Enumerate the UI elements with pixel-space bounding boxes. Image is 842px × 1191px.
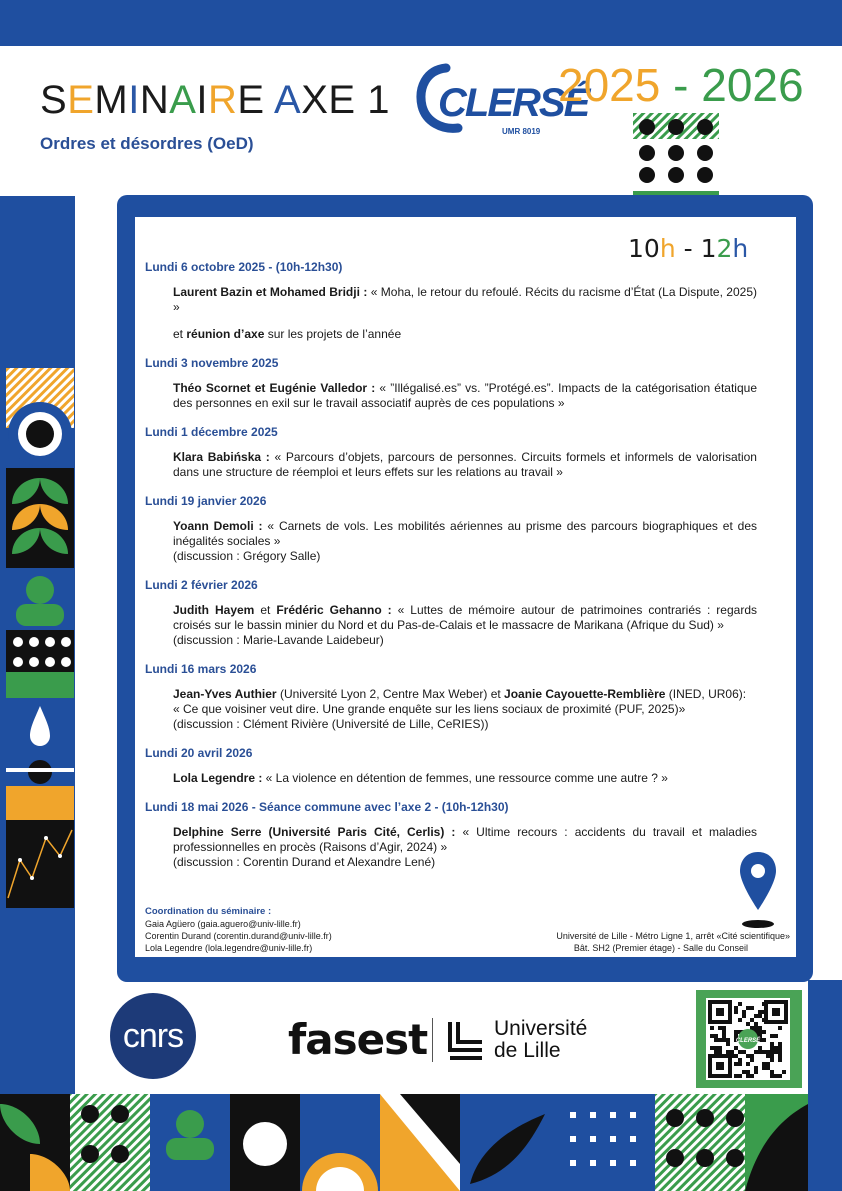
hours-start: 10h bbox=[628, 234, 676, 263]
title-letter: E bbox=[328, 78, 356, 122]
event-body bbox=[145, 771, 757, 786]
event-title: « La violence en détention de femmes, une ressource comme une autre ? » bbox=[262, 771, 668, 785]
event-and: et bbox=[254, 603, 277, 617]
event-body bbox=[145, 285, 757, 315]
event-extra-bold: réunion d’axe bbox=[186, 327, 265, 341]
title-letter: E bbox=[237, 78, 265, 122]
hours-end: 12h bbox=[700, 234, 749, 263]
title-letter: R bbox=[208, 78, 238, 122]
event-title: « Parcours d’objets, parcours de personnes. Circuits formels et informels de valorisation dans une structure de réemploi et leurs effets sur les relations au travail » bbox=[173, 450, 757, 479]
events-list bbox=[145, 260, 757, 884]
event-speaker-1: Jean-Yves Authier bbox=[173, 687, 277, 701]
event-title: « Ultime recours : accidents du travail et maladies professionnelles en procès (Raisons d’Agir, 2024) » bbox=[173, 825, 757, 854]
event-extra-rest: sur les projets de l’année bbox=[264, 327, 402, 341]
coordinator-line: Gaia Agüero (gaia.aguero@univ-lille.fr) bbox=[145, 919, 301, 929]
event-title: « Ce que voisiner veut dire. Une grande enquête sur les liens sociaux de proximité (PUF, 2025)» bbox=[173, 702, 686, 716]
address-block bbox=[440, 930, 790, 954]
event-item bbox=[145, 800, 757, 870]
event-speakers: Yoann Demoli : bbox=[173, 519, 263, 533]
fasest-logo: fasest bbox=[288, 1015, 428, 1064]
event-speaker-2: Frédéric Gehanno : bbox=[276, 603, 392, 617]
title-letter: I bbox=[196, 78, 209, 122]
year-start: 2025 bbox=[558, 59, 661, 111]
coordinator-line: Lola Legendre (lola.legendre@univ-lille.fr) bbox=[145, 943, 313, 953]
event-item bbox=[145, 746, 757, 786]
event-speakers: Lola Legendre : bbox=[173, 771, 263, 785]
title-letter bbox=[356, 78, 368, 122]
universite-de-lille-logo bbox=[446, 1018, 606, 1064]
location-pin-icon bbox=[738, 850, 778, 930]
address-line-2: Bât. SH2 (Premier étage) - Salle du Conseil bbox=[573, 943, 748, 953]
event-speakers: Théo Scornet et Eugénie Valledor : bbox=[173, 381, 376, 395]
title-letter: S bbox=[40, 78, 68, 122]
event-title: « Moha, le retour du refoulé. Récits du racisme d’État (La Dispute, 2025) » bbox=[173, 285, 757, 314]
event-body bbox=[145, 603, 757, 648]
clerse-logo-text: CLERSÉ bbox=[438, 81, 589, 125]
event-body bbox=[145, 450, 757, 480]
event-discussion: (discussion : Clément Rivière (Université de Lille, CeRIES)) bbox=[173, 717, 489, 731]
event-speakers: Laurent Bazin et Mohamed Bridji : bbox=[173, 285, 368, 299]
session-hours bbox=[628, 234, 748, 263]
title-letter: A bbox=[169, 78, 197, 122]
lille-logo-line-2: de Lille bbox=[494, 1039, 561, 1062]
event-item bbox=[145, 662, 757, 732]
hours-separator: - bbox=[675, 234, 701, 263]
top-blue-band bbox=[0, 0, 842, 46]
event-extra-text: et bbox=[173, 327, 187, 341]
title-letter: E bbox=[67, 78, 95, 122]
title-letter: M bbox=[94, 78, 129, 122]
coordination-heading: Coordination du séminaire : bbox=[145, 906, 272, 917]
event-extra bbox=[145, 327, 757, 342]
academic-years bbox=[558, 58, 804, 112]
coordinator-line: Corentin Durand (corentin.durand@univ-lille.fr) bbox=[145, 931, 332, 941]
event-title: « Luttes de mémoire autour de patrimoines contrariés : regards croisés sur le bassin minier du Nord et du Pas-de-Calais et le massacre de Marikana (Afrique du Sud) » bbox=[173, 603, 757, 632]
event-date: Lundi 19 janvier 2026 bbox=[145, 494, 267, 508]
lille-logo-line-1: Université bbox=[494, 1017, 588, 1040]
event-date: Lundi 6 octobre 2025 - (10h-12h30) bbox=[145, 260, 343, 274]
year-end: 2026 bbox=[701, 59, 804, 111]
event-speakers: Delphine Serre (Université Paris Cité, Cerlis) : bbox=[173, 825, 456, 839]
event-discussion: (discussion : Marie-Lavande Laidebeur) bbox=[173, 633, 384, 647]
title-letter: I bbox=[128, 78, 140, 122]
page-title bbox=[40, 78, 390, 123]
event-title: « Carnets de vols. Les mobilités aériennes au prisme des parcours biographiques et des inégalités sociales » bbox=[173, 519, 757, 548]
event-speakers: Klara Babińska : bbox=[173, 450, 270, 464]
event-body bbox=[145, 519, 757, 564]
event-body bbox=[145, 687, 757, 732]
event-date: Lundi 1 décembre 2025 bbox=[145, 425, 278, 439]
title-letter: 1 bbox=[367, 78, 390, 122]
event-title: « ”Illégalisé.es” vs. ”Protégé.es”. Impacts de la catégorisation étatique des personnes en exil sur le travail associatif auprès de ces populations » bbox=[173, 381, 757, 410]
event-item bbox=[145, 578, 757, 648]
qr-code[interactable] bbox=[696, 990, 802, 1088]
pattern-decoration-bottom bbox=[0, 1094, 842, 1191]
year-separator: - bbox=[660, 59, 702, 111]
page-subtitle: Ordres et désordres (OeD) bbox=[40, 134, 254, 153]
event-discussion: (discussion : Grégory Salle) bbox=[173, 549, 321, 563]
event-discussion: (discussion : Corentin Durand et Alexandre Lené) bbox=[173, 855, 436, 869]
title-letter: X bbox=[301, 78, 329, 122]
cnrs-logo: cnrs bbox=[110, 993, 196, 1079]
event-item bbox=[145, 494, 757, 564]
lille-logo-mark-icon bbox=[446, 1020, 486, 1062]
clerse-logo-umr: UMR 8019 bbox=[502, 127, 541, 136]
event-body bbox=[145, 825, 757, 870]
event-item bbox=[145, 260, 757, 342]
event-body bbox=[145, 381, 757, 411]
title-letter: A bbox=[274, 78, 302, 122]
event-date: Lundi 20 avril 2026 bbox=[145, 746, 253, 760]
qr-center-label: CLERSÉ bbox=[735, 1038, 761, 1044]
event-speaker-2: Joanie Cayouette-Remblière bbox=[504, 687, 666, 701]
event-date: Lundi 18 mai 2026 - Séance commune avec l’axe 2 - (10h-12h30) bbox=[145, 800, 509, 814]
event-item bbox=[145, 356, 757, 411]
logo-divider bbox=[432, 1018, 433, 1062]
event-date: Lundi 2 février 2026 bbox=[145, 578, 258, 592]
event-speaker-1: Judith Hayem bbox=[173, 603, 255, 617]
event-date: Lundi 3 novembre 2025 bbox=[145, 356, 279, 370]
title-letter: N bbox=[139, 78, 170, 122]
title-letter bbox=[265, 78, 274, 122]
address-line-1: Université de Lille - Métro Ligne 1, arrêt «Cité scientifique» bbox=[556, 931, 790, 941]
event-affiliation-1: (Université Lyon 2, Centre Max Weber) et bbox=[276, 687, 505, 701]
clerse-logo bbox=[416, 58, 589, 138]
pattern-decoration-left bbox=[6, 368, 74, 908]
coordination-block bbox=[145, 906, 332, 954]
event-item bbox=[145, 425, 757, 480]
event-affiliation-2: (INED, UR06): bbox=[665, 687, 747, 701]
event-date: Lundi 16 mars 2026 bbox=[145, 662, 257, 676]
